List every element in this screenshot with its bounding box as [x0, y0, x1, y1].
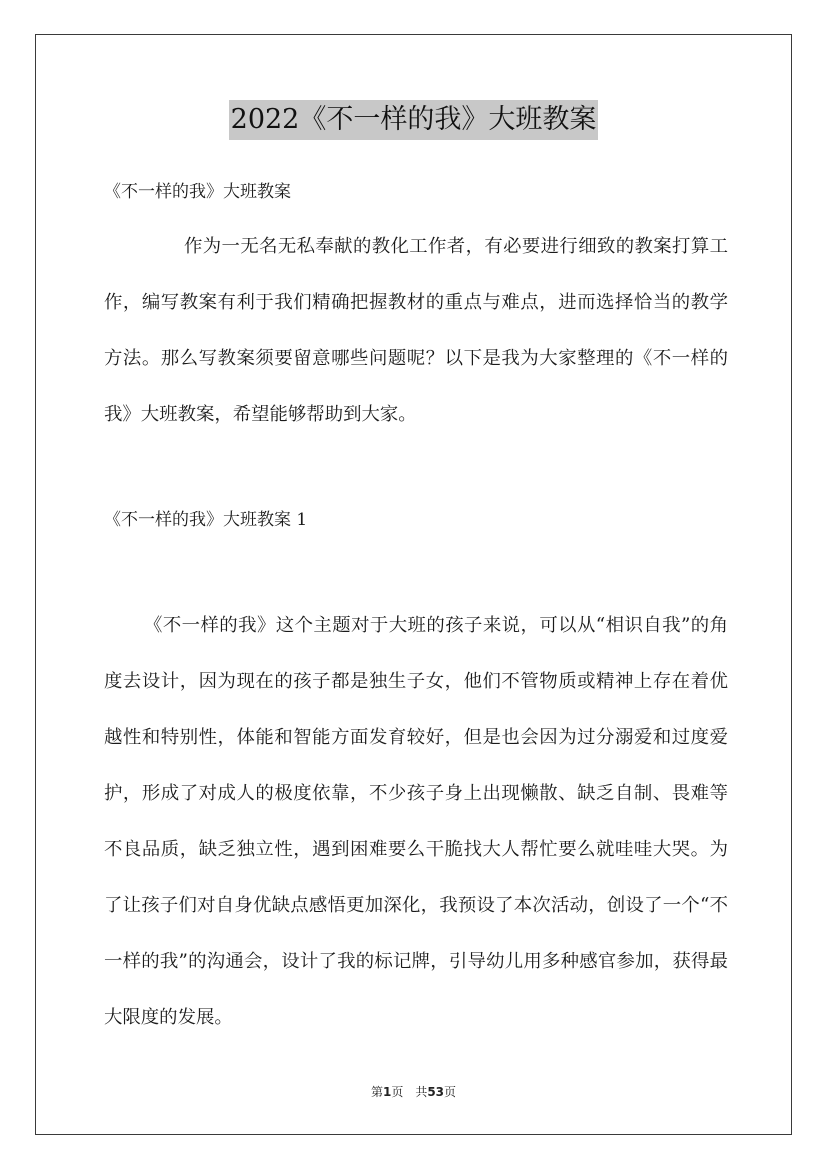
intro-paragraph: 作为一无名无私奉献的教化工作者，有必要进行细致的教案打算工作，编写教案有利于我们精确把握教材的重点与难点，进而选择恰当的教学方法。那么写教案须要留意哪些问题呢？以下是我为大家整理的《不一样的我》大班教案，希望能够帮助到大家。: [104, 236, 728, 425]
page-footer: [0, 1084, 827, 1100]
section-heading: 《不一样的我》大班教案 1: [104, 510, 308, 530]
document-subtitle: 《不一样的我》大班教案: [104, 182, 291, 202]
footer-page-suffix: 页: [444, 1085, 457, 1099]
footer-page-number: 1: [382, 1085, 392, 1099]
footer-total-pages: 53: [427, 1085, 445, 1099]
footer-page-prefix: 第: [370, 1085, 383, 1099]
body-paragraph: 《不一样的我》这个主题对于大班的孩子来说，可以从“相识自我”的角度去设计，因为现在的孩子都是独生子女，他们不管物质或精神上存在着优越性和特别性，体能和智能方面发育较好，但是也会因为过分溺爱和过度爱护，形成了对成人的极度依靠，不少孩子身上出现懒散、缺乏自制、畏难等不良品质，缺乏独立性，遇到困难要么干脆找大人帮忙要么就哇哇大哭。为了让孩子们对自身优缺点感悟更加深化，我预设了本次活动，创设了一个“不一样的我”的沟通会，设计了我的标记牌，引导幼儿用多种感官参加，获得最大限度的发展。: [104, 615, 728, 1028]
footer-page-mid: 页 共: [391, 1085, 428, 1099]
document-title: 2022《不一样的我》大班教案: [229, 100, 599, 140]
title-container: [0, 100, 827, 140]
